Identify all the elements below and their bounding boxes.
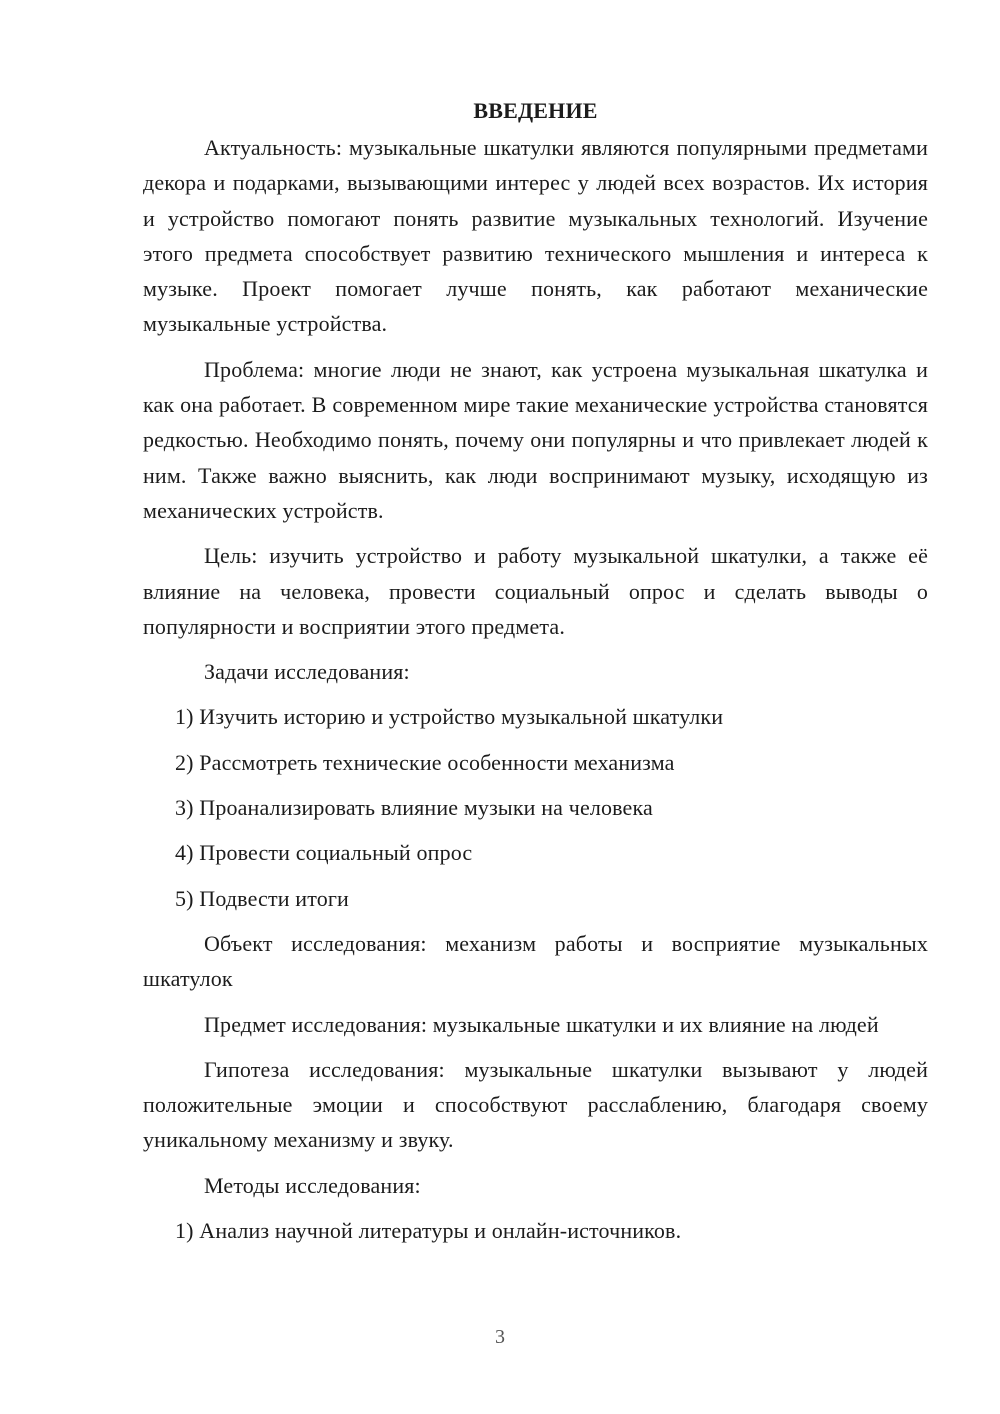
tasks-heading: Задачи исследования: bbox=[204, 659, 410, 685]
document-page bbox=[143, 93, 928, 1258]
method-item-1: 1) Анализ научной литературы и онлайн-источников. bbox=[175, 1218, 682, 1244]
object-paragraph: Объект исследования: механизм работы и восприятие музыкальных шкатулок bbox=[143, 930, 928, 992]
problem-paragraph: Проблема: многие люди не знают, как устроена музыкальная шкатулка и как она работает. В современном мире такие механические устройства становятся редкостью. Необходимо понять, почему они популярны и что привлекает людей к ним. Также важно выяснить, как люди воспринимают музыку, исходящую из механических устройств. bbox=[143, 356, 928, 523]
task-item-2: 2) Рассмотреть технические особенности механизма bbox=[175, 749, 675, 775]
subject-paragraph: Предмет исследования: музыкальные шкатулки и их влияние на людей bbox=[204, 1011, 879, 1037]
task-item-4: 4) Провести социальный опрос bbox=[175, 840, 473, 866]
page-number: 3 bbox=[495, 1326, 505, 1348]
hypothesis-paragraph: Гипотеза исследования: музыкальные шкатулки вызывают у людей положительные эмоции и способствуют расслаблению, благодаря своему уникальному механизму и звуку. bbox=[143, 1056, 928, 1153]
task-item-5: 5) Подвести итоги bbox=[175, 885, 349, 911]
methods-heading: Методы исследования: bbox=[204, 1172, 421, 1198]
task-item-3: 3) Проанализировать влияние музыки на человека bbox=[175, 795, 653, 821]
section-title: ВВЕДЕНИЕ bbox=[473, 98, 598, 123]
goal-paragraph: Цель: изучить устройство и работу музыкальной шкатулки, а также её влияние на человека, провести социальный опрос и сделать выводы о популярности и восприятии этого предмета. bbox=[143, 543, 928, 639]
task-item-1: 1) Изучить историю и устройство музыкальной шкатулки bbox=[175, 704, 724, 730]
relevance-paragraph: Актуальность: музыкальные шкатулки являются популярными предметами декора и подарками, вызывающими интерес у людей всех возрастов. Их история и устройство помогают понять развитие музыкальных технологий. Изучение этого предмета способствует развитию технического мышления и интереса к музыке. Проект помогает лучше понять, как работают механические музыкальные устройства. bbox=[143, 135, 928, 337]
